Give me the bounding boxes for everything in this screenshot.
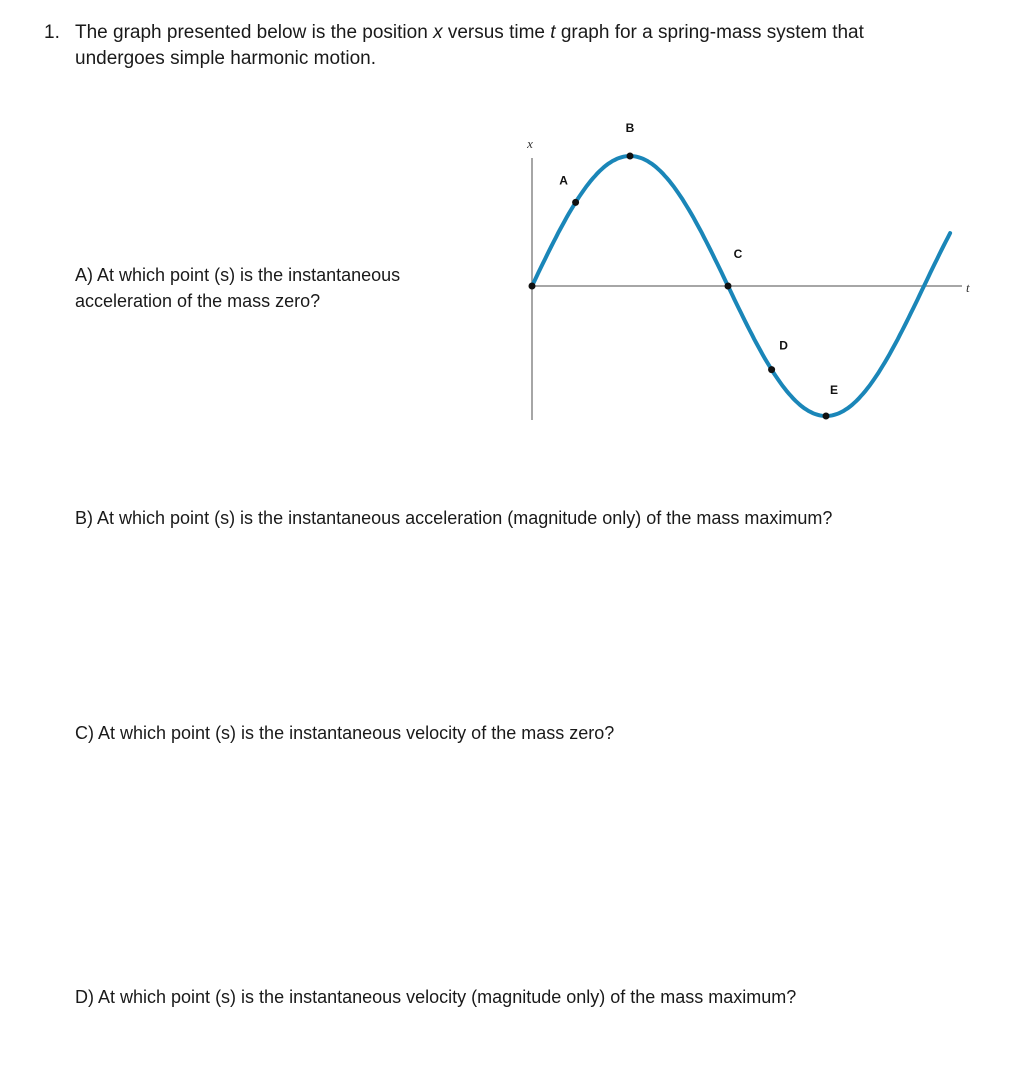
question-text: The graph presented below is the position x versus time t graph for a spring-mass system that undergoes simple harmonic motion.: [75, 22, 864, 69]
origin-point: [529, 283, 536, 290]
y-axis-label: x: [527, 136, 533, 151]
sub-question-d: D) At which point (s) is the instantaneous velocity (magnitude only) of the mass maximum?: [75, 987, 797, 1007]
point-label-e: E: [829, 383, 839, 397]
var-t: t: [550, 22, 556, 43]
point-d: [768, 366, 775, 373]
sub-question-c: C) At which point (s) is the instantaneous velocity of the mass zero?: [75, 723, 615, 743]
question-number: 1.: [44, 22, 60, 43]
point-e: [823, 413, 830, 420]
point-label-b: B: [625, 121, 635, 135]
point-b: [627, 153, 634, 160]
point-label-c: C: [733, 247, 743, 261]
point-a: [572, 199, 579, 206]
x-axis-label: t: [966, 280, 970, 295]
var-x: x: [433, 22, 443, 43]
point-c: [725, 283, 732, 290]
points-layer: [529, 121, 839, 420]
point-label-a: A: [559, 173, 568, 188]
sub-question-b: B) At which point (s) is the instantaneous acceleration (magnitude only) of the mass maximum?: [75, 508, 833, 528]
sub-question-a: A) At which point (s) is the instantaneous acceleration of the mass zero?: [75, 265, 401, 311]
point-label-d: D: [779, 338, 788, 353]
